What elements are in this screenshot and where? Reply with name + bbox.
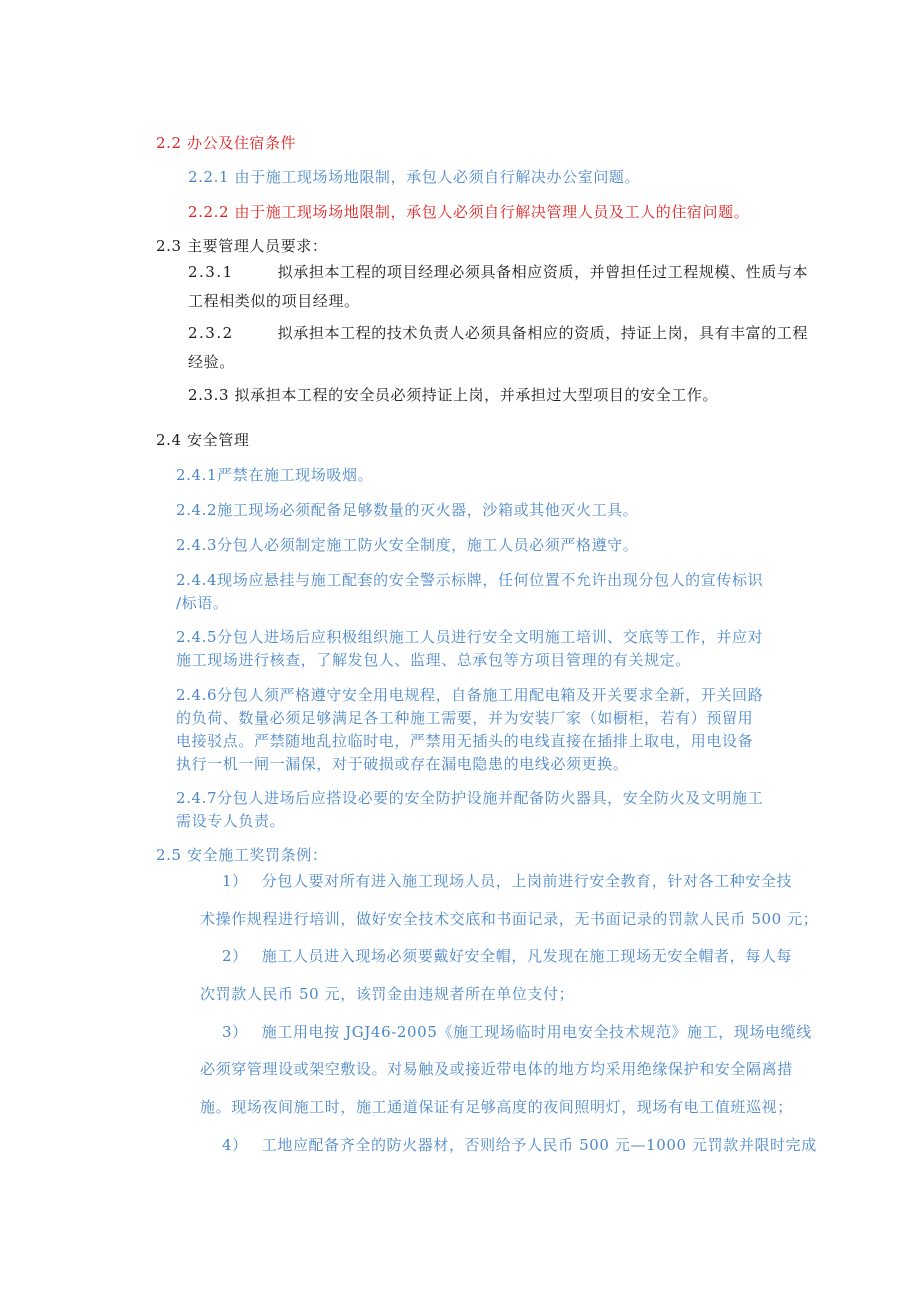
section-2-5-heading: 2.5 安全施工奖罚条例： <box>156 846 328 864</box>
clause-2-4-6-line-3: 电接驳点。严禁随地乱拉临时电，严禁用无插头的电线直接在插排上取电，用电设备 <box>176 732 754 750</box>
clause-2-4-3: 2.4.3分包人必须制定施工防火安全制度，施工人员必须严格遵守。 <box>176 536 639 554</box>
clause-2-4-6-line-4: 执行一机一闸一漏保，对于破损或存在漏电隐患的电线必须更换。 <box>176 755 629 773</box>
clause-2-4-1: 2.4.1严禁在施工现场吸烟。 <box>176 466 374 484</box>
clause-2-3-1-line-2: 工程相类似的项目经理。 <box>188 292 360 310</box>
clause-2-4-6-line-1: 2.4.6分包人须严格遵守安全用电规程，自备施工用配电箱及开关要求全新，开关回路 <box>176 686 764 704</box>
rule-1-line-2: 术操作规程进行培训，做好安全技术交底和书面记录，无书面记录的罚款人民币 500 元； <box>200 910 819 928</box>
clause-2-4-2: 2.4.2施工现场必须配备足够数量的灭火器，沙箱或其他灭火工具。 <box>176 501 639 519</box>
rule-3-line-1 <box>222 1022 812 1042</box>
clause-2-4-7-line-2: 需设专人负责。 <box>176 812 286 830</box>
rule-3-line-2: 必须穿管理设或架空敷设。对易触及或接近带电体的地方均采用绝缘保护和安全隔离措 <box>200 1060 793 1078</box>
clause-2-3-2-line-1 <box>188 323 808 343</box>
clause-2-4-4-line-1: 2.4.4现场应悬挂与施工配套的安全警示标牌，任何位置不允许出现分包人的宣传标识 <box>176 571 764 589</box>
section-2-2-heading: 2.2 办公及住宿条件 <box>156 134 297 152</box>
clause-2-4-7-line-1: 2.4.7分包人进场后应搭设必要的安全防护设施并配备防火器具，安全防火及文明施工 <box>176 789 764 807</box>
rule-text: 施工用电按 JGJ46-2005《施工现场临时用电安全技术规范》施工，现场电缆线 <box>261 1023 812 1041</box>
clause-2-3-2-line-2: 经验。 <box>188 353 235 371</box>
rule-4-line-1 <box>222 1135 817 1155</box>
rule-2-line-2: 次罚款人民币 50 元，该罚金由违规者所在单位支付； <box>200 985 575 1003</box>
section-2-4-heading: 2.4 安全管理 <box>156 431 250 449</box>
clause-text: 拟承担本工程的项目经理必须具备相应资质，并曾担任过工程规模、性质与本 <box>277 263 809 281</box>
clause-2-2-2: 2.2.2 由于施工现场场地限制，承包人必须自行解决管理人员及工人的住宿问题。 <box>188 203 750 221</box>
rule-3-line-3: 施。现场夜间施工时，施工通道保证有足够高度的夜间照明灯，现场有电工值班巡视； <box>200 1098 793 1116</box>
clause-2-3-1-line-1 <box>188 262 808 282</box>
rule-number: 4） <box>222 1136 248 1154</box>
clause-2-2-1: 2.2.1 由于施工现场场地限制，承包人必须自行解决办公室问题。 <box>188 168 641 186</box>
clause-2-4-4-line-2: /标语。 <box>176 594 229 612</box>
clause-2-4-6-line-2: 的负荷、数量必须足够满足各工种施工需要，并为安装厂家（如橱柜，若有）预留用 <box>176 709 754 727</box>
rule-number: 1） <box>222 872 248 890</box>
clause-2-4-5-line-1: 2.4.5分包人进场后应积极组织施工人员进行安全文明施工培训、交底等工作，并应对 <box>176 628 764 646</box>
clause-text: 拟承担本工程的技术负责人必须具备相应的资质，持证上岗，具有丰富的工程 <box>277 324 809 342</box>
rule-2-line-1 <box>222 946 792 966</box>
rule-number: 2） <box>222 947 248 965</box>
rule-text: 施工人员进入现场必须要戴好安全帽，凡发现在施工现场无安全帽者，每人每 <box>261 947 793 965</box>
rule-text: 工地应配备齐全的防火器材，否则给予人民币 500 元—1000 元罚款并限时完成 <box>261 1136 817 1154</box>
clause-2-3-3: 2.3.3 拟承担本工程的安全员必须持证上岗，并承担过大型项目的安全工作。 <box>188 386 719 404</box>
clause-2-4-5-line-2: 施工现场进行核查，了解发包人、监理、总承包等方项目管理的有关规定。 <box>176 651 691 669</box>
rule-1-line-1 <box>222 871 792 891</box>
rule-text: 分包人要对所有进入施工现场人员，上岗前进行安全教育，针对各工种安全技 <box>261 872 793 890</box>
section-2-3-heading: 2.3 主要管理人员要求： <box>156 237 328 255</box>
clause-number: 2.3.1 <box>188 263 234 281</box>
rule-number: 3） <box>222 1023 248 1041</box>
clause-number: 2.3.2 <box>188 324 234 342</box>
